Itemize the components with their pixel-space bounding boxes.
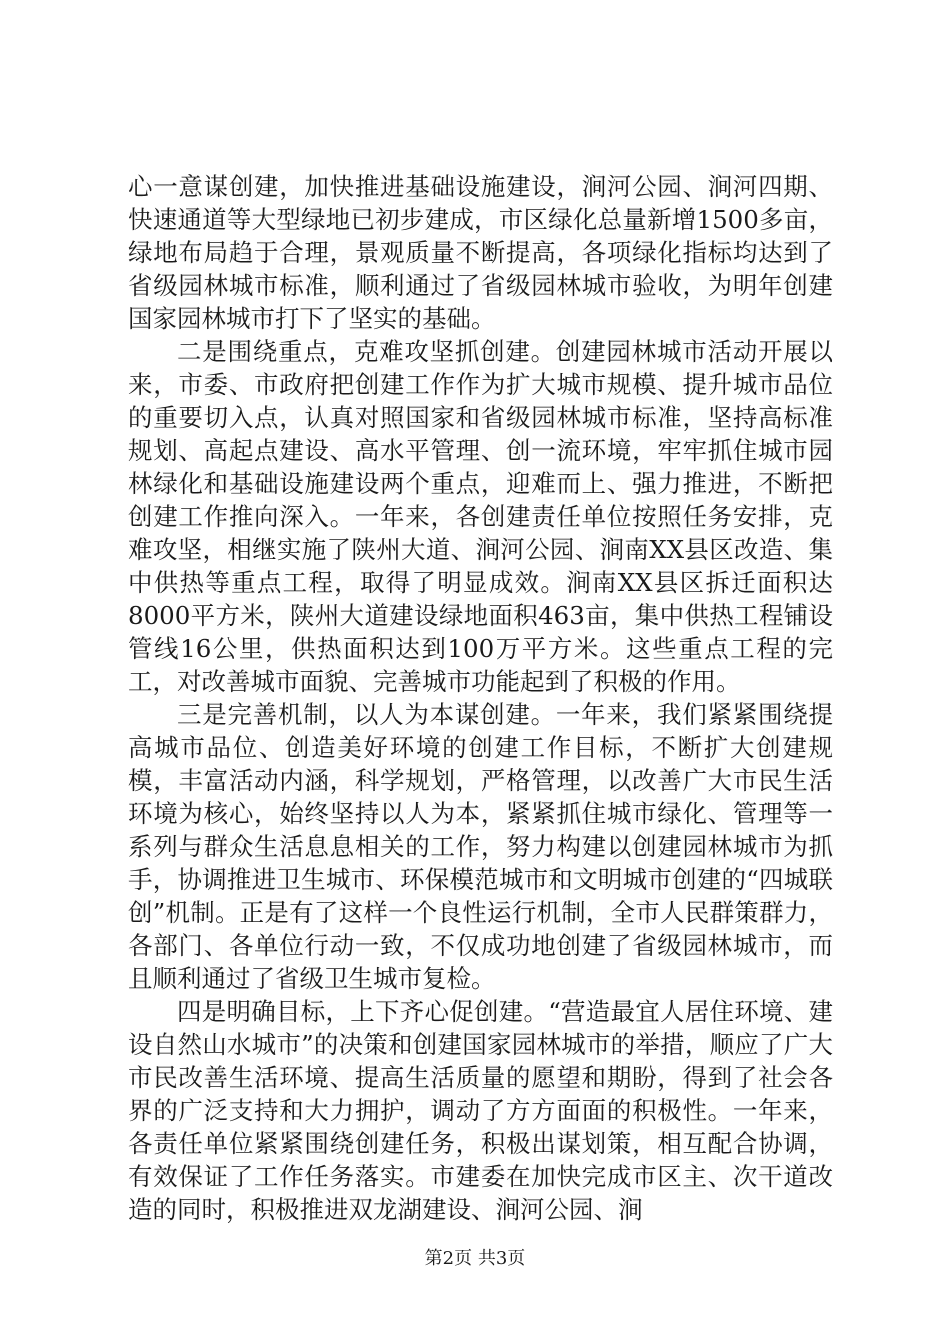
paragraph-mechanism: 三是完善机制，以人为本谋创建。一年来，我们紧紧围绕提高城市品位、创造美好环境的创建工作目标，不断扩大创建规模，丰富活动内涵，科学规划，严格管理，以改善广大市民生活环境为核心，始终坚持以人为本，紧紧抓住城市绿化、管理等一系列与群众生活息息相关的工作，努力构建以创建园林城市为抓手，协调推进卫生城市、环保模范城市和文明城市创建的“四城联创”机制。正是有了这样一个良性运行机制，全市人民群策群力，各部门、各单位行动一致，不仅成功地创建了省级园林城市，而且顺利通过了省级卫生城市复检。: [128, 700, 833, 993]
document-body: [128, 170, 833, 1226]
paragraph-continued: 心一意谋创建，加快推进基础设施建设，涧河公园、涧河四期、快速通道等大型绿地已初步建成，市区绿化总量新增1500多亩，绿地布局趋于合理，景观质量不断提高，各项绿化指标均达到了省级园林城市标准，顺利通过了省级园林城市验收，为明年创建国家园林城市打下了坚实的基础。: [128, 172, 833, 333]
paragraph-goals: 四是明确目标，上下齐心促创建。“营造最宜人居住环境、建设自然山水城市”的决策和创建国家园林城市的举措，顺应了广大市民改善生活环境、提高生活质量的愿望和期盼，得到了社会各界的广泛支持和大力拥护，调动了方方面面的积极性。一年来，各责任单位紧紧围绕创建任务，积极出谋划策，相互配合协调，有效保证了工作任务落实。市建委在加快完成市区主、次干道改造的同时，积极推进双龙湖建设、涧河公园、涧: [128, 997, 833, 1224]
page-number-footer: 第2页 共3页: [424, 1248, 526, 1269]
paragraph-key-points: 二是围绕重点，克难攻坚抓创建。创建园林城市活动开展以来，市委、市政府把创建工作作为扩大城市规模、提升城市品位的重要切入点，认真对照国家和省级园林城市标准，坚持高标准规划、高起点建设、高水平管理、创一流环境，牢牢抓住城市园林绿化和基础设施建设两个重点，迎难而上、强力推进，不断把创建工作推向深入。一年来，各创建责任单位按照任务安排，克难攻坚，相继实施了陕州大道、涧河公园、涧南XX县区改造、集中供热等重点工程，取得了明显成效。涧南XX县区拆迁面积达8000平方米，陕州大道建设绿地面积463亩，集中供热工程铺设管线16公里，供热面积达到100万平方米。这些重点工程的完工，对改善城市面貌、完善城市功能起到了积极的作用。: [128, 337, 833, 696]
